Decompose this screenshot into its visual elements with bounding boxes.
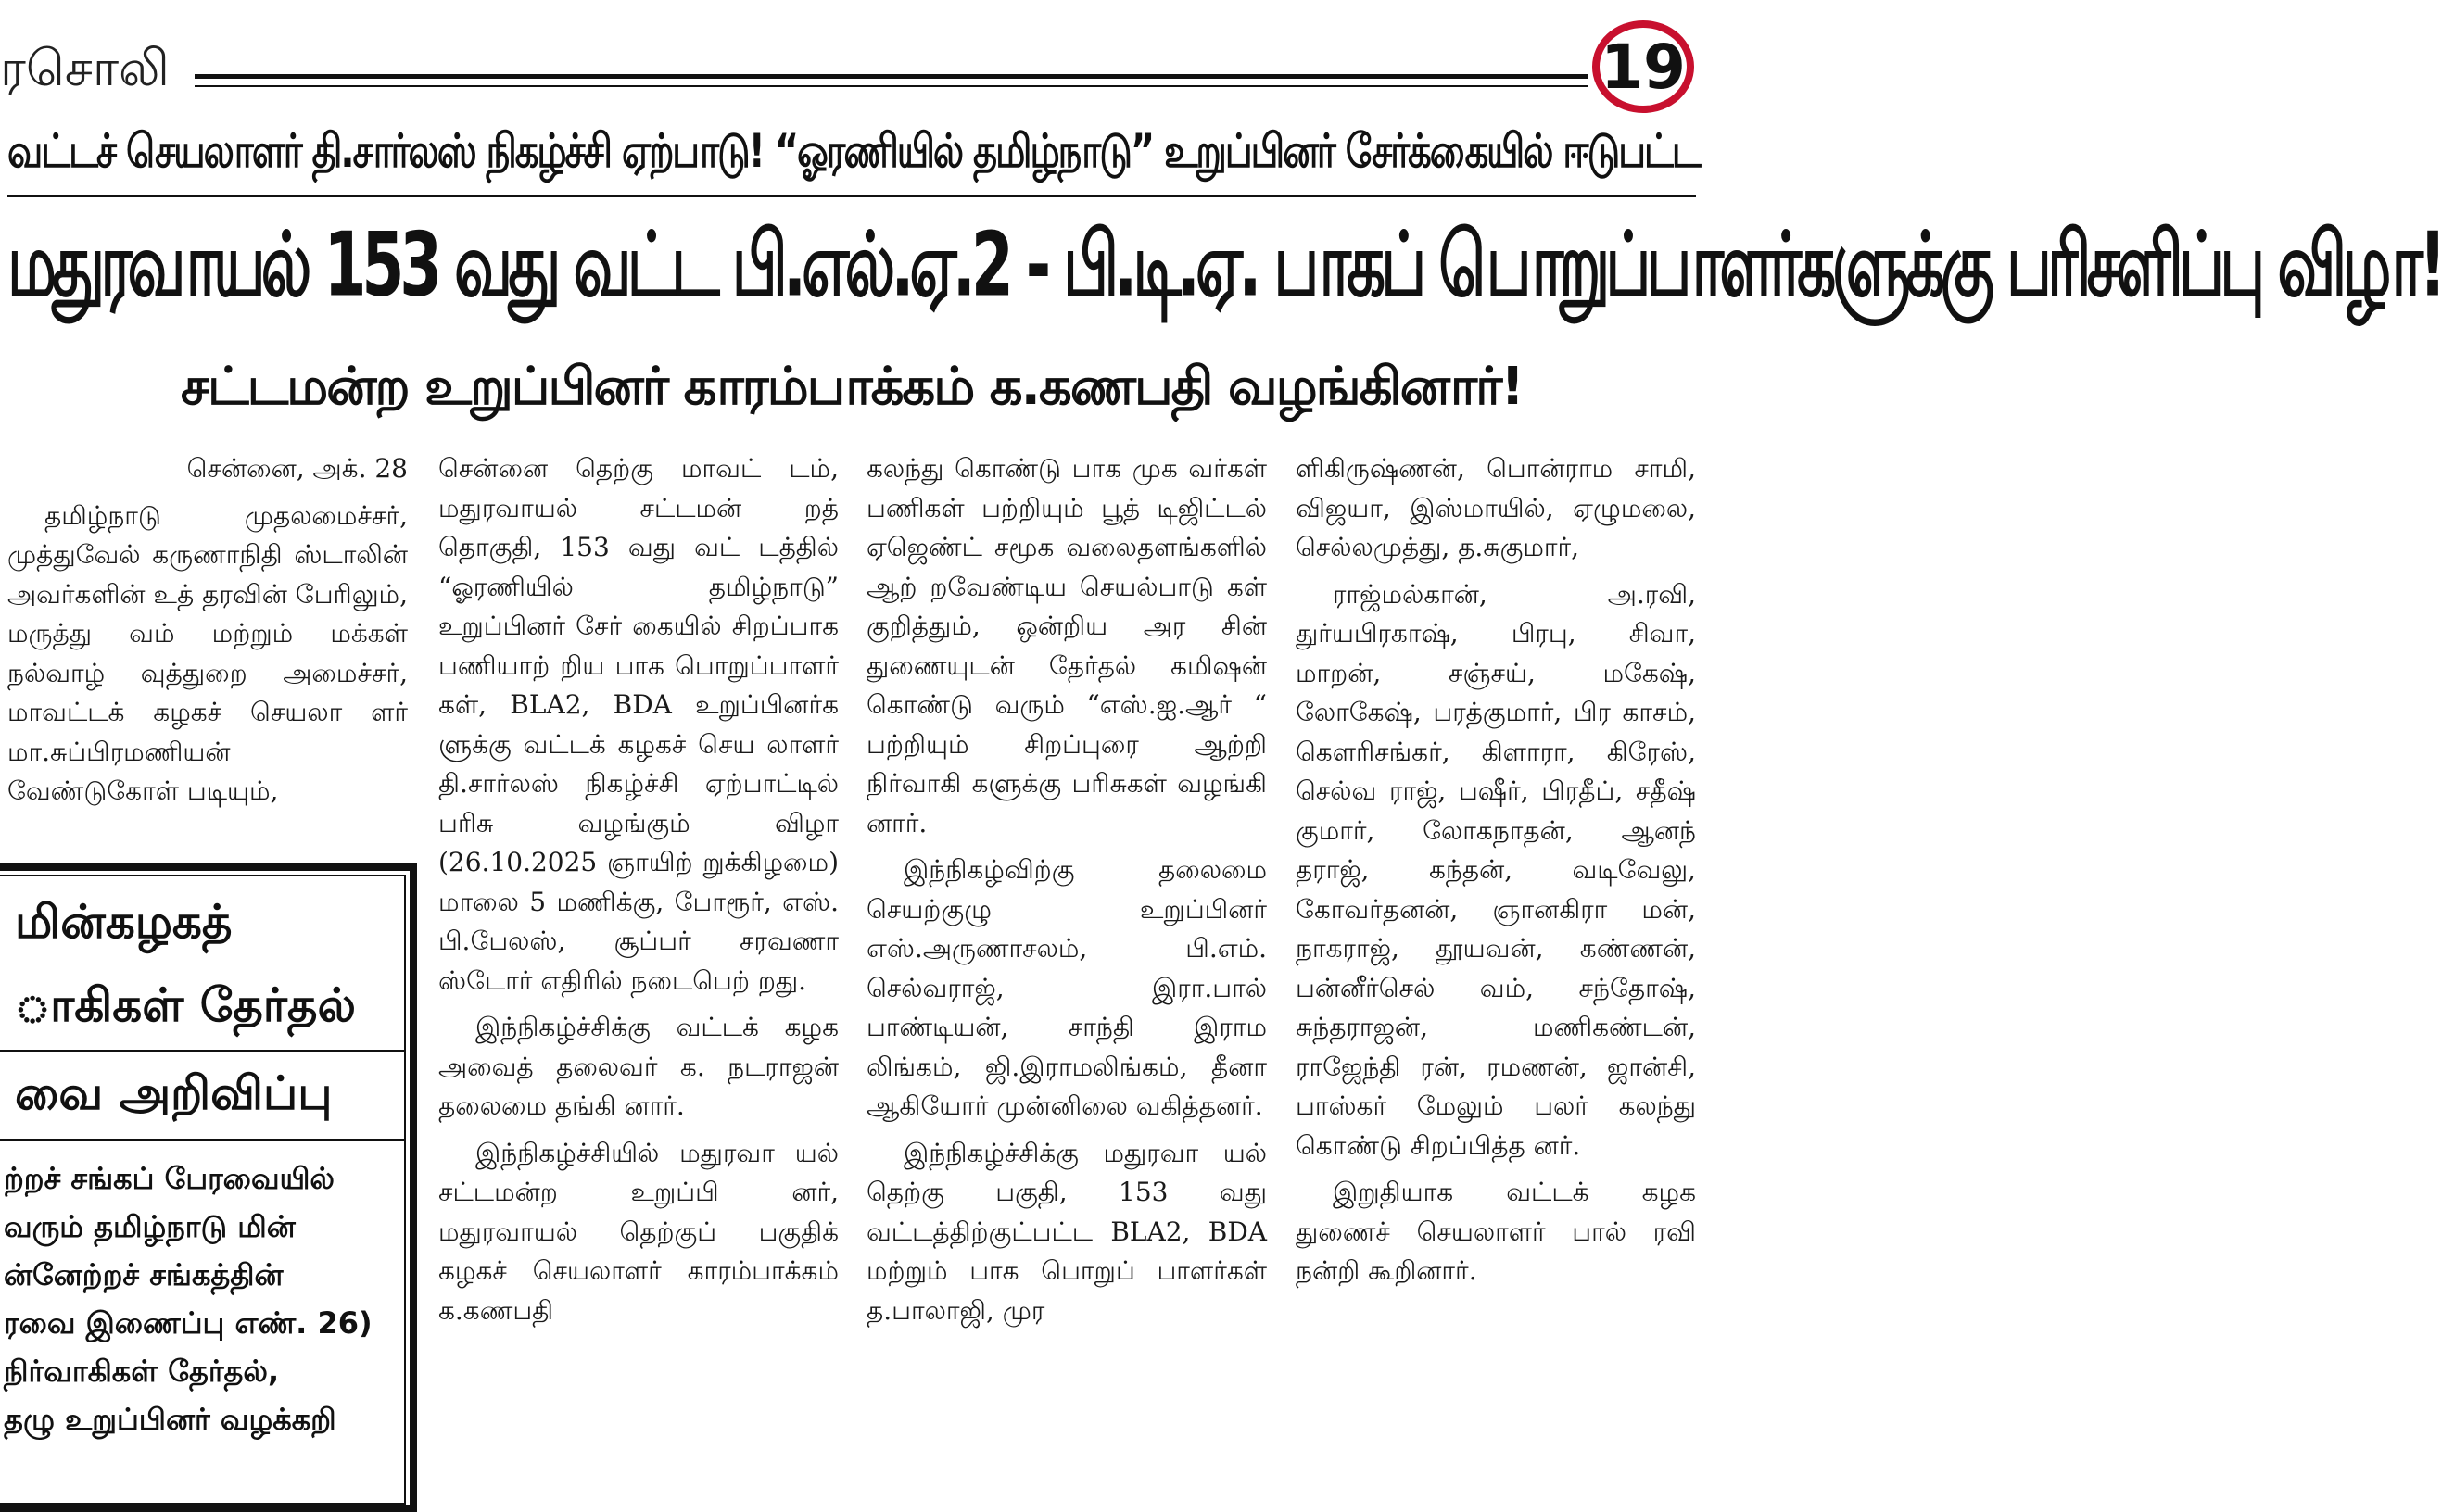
notice-rule xyxy=(0,1139,404,1141)
masthead-rule xyxy=(195,74,1588,79)
notice-body xyxy=(4,1154,393,1443)
notice-body-line: ரவை இணைப்பு எண். 26) xyxy=(4,1305,373,1341)
notice-rule xyxy=(0,1050,404,1052)
kicker-rule xyxy=(7,195,1696,197)
paragraph: இந்நிகழ்ச்சிக்கு மதுரவா யல் தெற்கு பகுதி, 153 வது வட்டத்திற்குட்பட்ட BLA2, BDA மற்றும் பாக பொறுப் பாளர்கள் த.பாலாஜி, முர xyxy=(867,1137,1267,1326)
article-column-3 xyxy=(867,449,1267,1330)
paragraph: கலந்து கொண்டு பாக முக வர்கள் பணிகள் பற்றியும் பூத் டிஜிட்டல் ஏஜெண்ட் சமூக வலைதளங்களில் ஆற் றவேண்டிய செயல்பாடு கள் குறித்தும், ஒன்றிய அர சின் துணையுடன் தேர்தல் கமிஷன் கொண்டு வரும் “எஸ்.ஐ.ஆர் “ பற்றியும் சிறப்புரை ஆற்றி நிர்வாகி களுக்கு பரிசுகள் வழங்கி னார். xyxy=(867,453,1267,838)
article-column-4 xyxy=(1296,449,1696,1292)
headline: மதுரவாயல் 153 வது வட்ட பி.எல்.ஏ.2 - பி.டி.ஏ. பாகப் பொறுப்பாளர்களுக்கு பரிசளிப்பு விழா! xyxy=(7,213,2442,317)
paragraph: இந்நிகழ்ச்சியில் மதுரவா யல் சட்டமன்ற உறுப்பி னர், மதுரவாயல் தெற்குப் பகுதிக் கழகச் செயலாளர் காரம்பாக்கம் க.கணபதி xyxy=(438,1137,839,1326)
article-column-1 xyxy=(7,449,408,812)
page-number: 19 xyxy=(1601,31,1686,103)
notice-title-line: ாகிகள் தேர்தல் xyxy=(15,978,356,1032)
paragraph: ராஜ்மல்கான், அ.ரவி, துர்யபிரகாஷ், பிரபு, சிவா, மாறன், சஞ்சய், மகேஷ், லோகேஷ், பரத்குமார், பிர காசம், கௌரிசங்கர், கிளாரா, கிரேஸ், செல்வ ராஜ், பஷீர், பிரதீப், சதீஷ் குமார், லோகநாதன், ஆனந் தராஜ், கந்தன், வடிவேலு, கோவர்தனன், ஞானகிரா மன், நாகராஜ், தூயவன், கண்ணன், பன்னீர்செல் வம், சந்தோஷ், சுந்தராஜன், மணிகண்டன், ராஜேந்தி ரன், ரமணன், ஜான்சி, பாஸ்கர் மேலும் பலர் கலந்து கொண்டு சிறப்பித்த னர். xyxy=(1296,578,1696,1161)
notice-box xyxy=(0,863,417,1512)
paragraph: சென்னை தெற்கு மாவட் டம், மதுரவாயல் சட்டமன் றத் தொகுதி, 153 வது வட் டத்தில் “ஓரணியில் தமிழ்நாடு” உறுப்பினர் சேர் கையில் சிறப்பாக பணியாற் றிய பாக பொறுப்பாளர் கள், BLA2, BDA உறுப்பினர்க ளுக்கு வட்டக் கழகச் செய லாளர் தி.சார்லஸ் நிகழ்ச்சி ஏற்பாட்டில் பரிசு வழங்கும் விழா (26.10.2025 ஞாயிற் றுக்கிழமை) மாலை 5 மணிக்கு, போரூர், எஸ். பி.பேலஸ், சூப்பர் சரவணா ஸ்டோர் எதிரில் நடைபெற் றது. xyxy=(438,453,839,996)
paper-name: ரசொலி xyxy=(0,39,171,97)
notice-title-line: வை அறிவிப்பு xyxy=(15,1066,333,1120)
notice-body-line: ன்னேற்றச் சங்கத்தின் xyxy=(4,1257,284,1292)
notice-body-line: வரும் தமிழ்நாடு மின் xyxy=(4,1209,296,1244)
notice-body-line: நிர்வாகிகள் தேர்தல், xyxy=(4,1354,280,1389)
article-column-2 xyxy=(438,449,839,1330)
dateline: சென்னை, அக். 28 xyxy=(186,453,408,484)
paragraph: இந்நிகழ்விற்கு தலைமை செயற்குழு உறுப்பினர் எஸ்.அருணாசலம், பி.எம். செல்வராஜ், இரா.பால் பாண்டியன், சாந்தி இராம லிங்கம், ஜி.இராமலிங்கம், தீனா ஆகியோர் முன்னிலை வகித்தனர். xyxy=(867,854,1267,1121)
page-number-badge xyxy=(1592,20,1694,113)
paragraph: இறுதியாக வட்டக் கழக துணைச் செயலாளர் பால் ரவி நன்றி கூறினார். xyxy=(1296,1177,1696,1286)
paragraph: தமிழ்நாடு முதலமைச்சர், முத்துவேல் கருணாநிதி ஸ்டாலின் அவர்களின் உத் தரவின் பேரிலும், மருத்து வம் மற்றும் மக்கள் நல்வாழ் வுத்துறை அமைச்சர், மாவட்டக் கழகச் செயலா ளர் மா.சுப்பிரமணியன் வேண்டுகோள் படியும், xyxy=(7,499,408,806)
masthead-rule-thin xyxy=(195,85,1588,87)
notice-title-line: மின்கழகத் xyxy=(15,895,233,949)
notice-body-line: தழு உறுப்பினர் வழக்கறி xyxy=(4,1402,336,1437)
notice-box-frame xyxy=(0,875,406,1505)
subheadline: சட்டமன்ற உறுப்பினர் காரம்பாக்கம் க.கணபதி வழங்கினார்! xyxy=(181,357,1523,417)
notice-body-line: ற்றச் சங்கப் பேரவையில் xyxy=(4,1161,335,1196)
paragraph: இந்நிகழ்ச்சிக்கு வட்டக் கழக அவைத் தலைவர் க. நடராஜன் தலைமை தங்கி னார். xyxy=(438,1012,839,1121)
paragraph: ளிகிருஷ்ணன், பொன்ராம சாமி, விஜயா, இஸ்மாயில், ஏழுமலை, செல்லமுத்து, த.சுகுமார், xyxy=(1296,453,1696,562)
masthead xyxy=(0,20,1703,122)
kicker-line: வட்டச் செயலாளர் தி.சார்லஸ் நிகழ்ச்சி ஏற்பாடு! “ஓரணியில் தமிழ்நாடு” உறுப்பினர் சேர்க்கையில் ஈடுபட்ட xyxy=(7,125,1700,179)
